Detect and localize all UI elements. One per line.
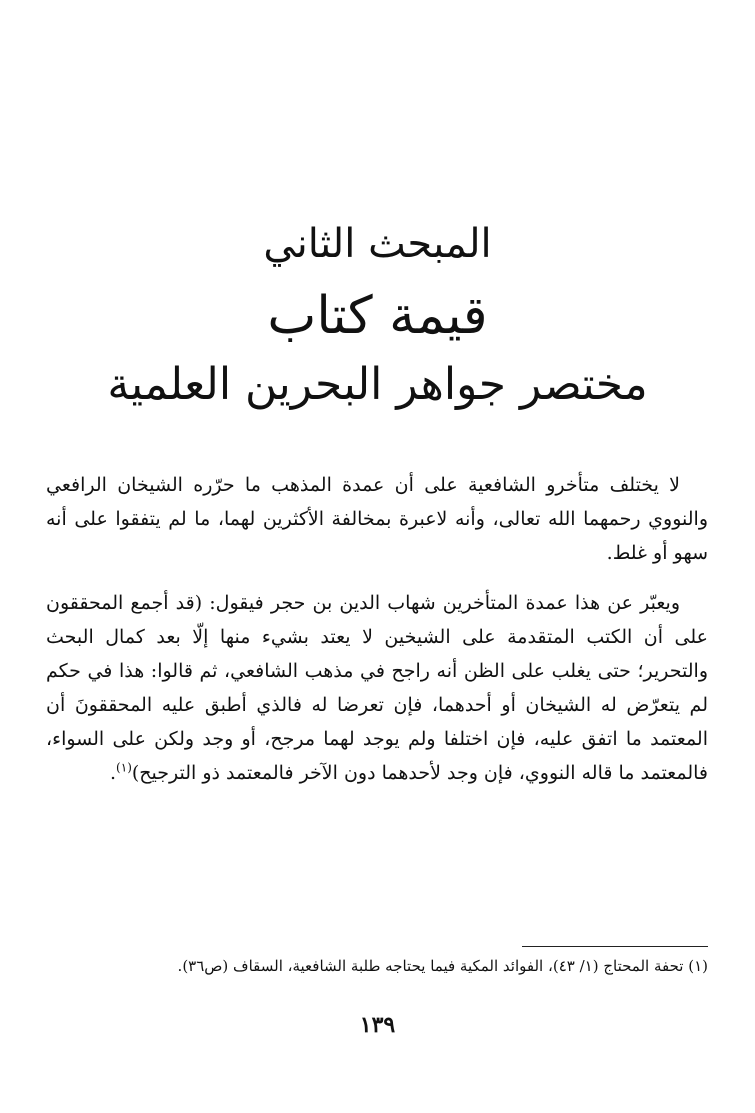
- paragraph-2: [46, 586, 708, 790]
- book-title: مختصر جواهر البحرين العلمية: [107, 359, 648, 410]
- paragraph-1-text: لا يختلف متأخرو الشافعية على أن عمدة المذهب ما حرّره الشيخان الرافعي والنووي رحمهما الله تعالى، وأنه لاعبرة بمخالفة الأكثرين لهما، ما لم يتفقوا على أنه سهو أو غلط.: [46, 474, 708, 564]
- body-text: [46, 468, 708, 806]
- paragraph-2-text: ويعبّر عن هذا عمدة المتأخرين شهاب الدين بن حجر فيقول: (قد أجمع المحققون على أن الكتب المتقدمة على الشيخين لا يعتد بشيء منها إلّا بعد كمال البحث والتحرير؛ حتى يغلب على الظن أنه راجح في مذهب الشافعي، ثم قالوا: هذا في حكم لم يتعرّض له الشيخان أو أحدهما، فإن تعرضا له فالذي أطبق عليه المحققونَ أن المعتمد ما اتفق عليه، فإن اختلفا ولم يوجد لهما مرجح، أو وجد ولكن على السواء، فالمعتمد ما قاله النووي، فإن وجد لأحدهما دون الآخر فالمعتمد ذو الترجيح): [46, 592, 708, 784]
- page-number: ١٣٩: [359, 1012, 396, 1038]
- paragraph-1: [46, 468, 708, 570]
- chapter-heading: [0, 208, 755, 418]
- main-title: قيمة كتاب: [267, 286, 488, 346]
- section-label: المبحث الثاني: [263, 221, 492, 267]
- footnote-divider: [522, 946, 708, 947]
- paragraph-2-end: .: [110, 762, 117, 784]
- footnote-reference[interactable]: (١): [116, 760, 132, 775]
- footnote: (١) تحفة المحتاج (١/ ٤٣)، الفوائد المكية فيما يحتاجه طلبة الشافعية، السقاف (ص٣٦).: [177, 957, 708, 975]
